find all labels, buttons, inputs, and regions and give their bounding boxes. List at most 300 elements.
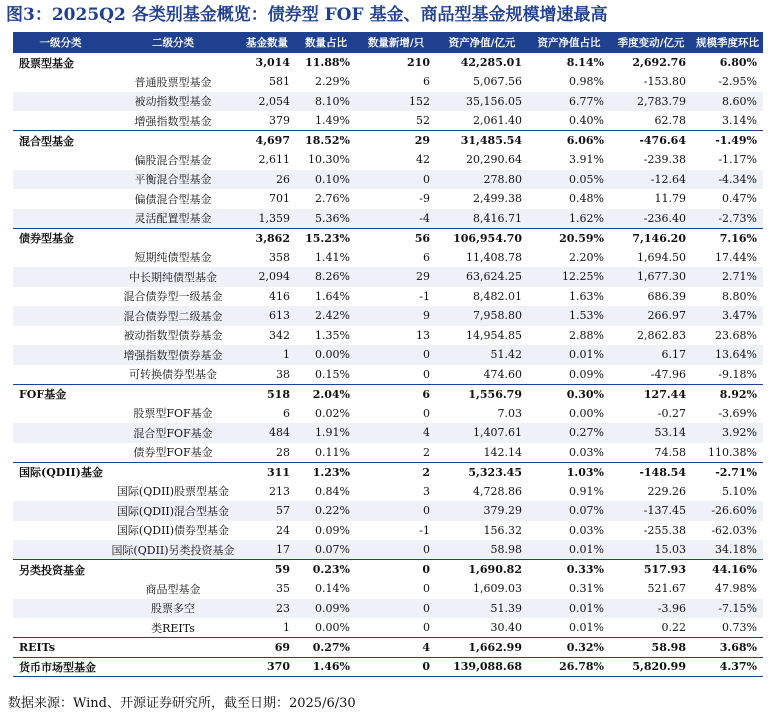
table-cell [13, 209, 108, 229]
subcategory-row [13, 306, 763, 326]
table-cell: 0.40% [569, 114, 604, 127]
subcategory-row [13, 209, 763, 229]
table-cell: 0.23% [296, 560, 356, 580]
table-cell: 0.14% [315, 582, 350, 596]
table-cell: 1,556.79 [436, 384, 528, 404]
table-cell: 29 [356, 267, 436, 287]
table-cell: 0.15% [315, 367, 350, 381]
table-cell [13, 72, 108, 92]
table-cell: 0.02% [315, 406, 350, 420]
table-cell [13, 92, 108, 112]
table-cell: REITs [13, 638, 108, 658]
table-cell: 11.79 [654, 192, 686, 206]
table-cell: 30.40 [490, 621, 522, 634]
category-row [13, 638, 763, 658]
table-cell: 17 [238, 540, 296, 560]
table-cell: 平衡混合型基金 [108, 170, 238, 190]
table-cell: 0.01% [528, 599, 610, 619]
table-cell: 1.53% [528, 306, 610, 326]
table-cell: 1,694.50 [637, 250, 686, 264]
table-cell: 2,862.83 [637, 328, 686, 342]
table-cell [13, 599, 108, 619]
column-header: 数量新增/只 [356, 32, 436, 53]
table-cell: 229.26 [647, 484, 686, 498]
table-cell: 0.10% [296, 170, 356, 190]
table-cell: 0.47% [722, 192, 757, 206]
table-cell: 5.10% [722, 484, 757, 498]
table-cell: 0.27% [528, 423, 610, 443]
table-cell: 28 [276, 445, 290, 459]
table-cell: 8.14% [528, 53, 610, 73]
table-cell: 6 [423, 75, 430, 89]
table-cell: 13 [416, 328, 430, 342]
table-cell: 379 [269, 114, 290, 127]
table-cell: 2.71% [692, 267, 763, 287]
table-cell: 0.91% [569, 484, 604, 498]
table-cell: 20,290.64 [466, 153, 522, 167]
table-cell: 0.00% [315, 621, 350, 634]
table-cell: 股票型基金 [13, 53, 108, 73]
table-cell: 2.29% [315, 75, 350, 89]
table-cell: 4,697 [238, 131, 296, 151]
table-cell: 2.04% [296, 384, 356, 404]
table-cell: 1 [283, 621, 290, 634]
table-cell: 0.03% [569, 523, 604, 537]
table-cell: 债券型基金 [13, 228, 108, 248]
table-cell: 国际(QDII)另类投资基金 [108, 540, 238, 560]
table-cell: 63,624.25 [436, 267, 528, 287]
table-cell: -4.34% [692, 170, 763, 190]
column-header: 二级分类 [108, 32, 238, 53]
table-cell: 普通股票型基金 [134, 75, 212, 89]
table-cell: 42 [416, 153, 430, 167]
table-cell: 518 [238, 384, 296, 404]
table-cell: 278.80 [436, 170, 528, 190]
subcategory-row [13, 170, 763, 190]
table-cell: 26.78% [528, 657, 610, 677]
table-cell: 7,146.20 [610, 228, 692, 248]
table-cell: 2.20% [569, 250, 604, 264]
subcategory-row [13, 482, 763, 502]
table-cell: 23 [238, 599, 296, 619]
table-cell: 被动指数型基金 [108, 92, 238, 112]
table-cell [13, 306, 108, 326]
column-header: 数量占比 [296, 32, 356, 53]
table-cell: 3,862 [238, 228, 296, 248]
table-cell: 51.42 [436, 345, 528, 365]
table-cell: 18.52% [296, 131, 356, 151]
table-cell: 110.38% [708, 445, 757, 459]
table-cell: 0.32% [528, 638, 610, 658]
table-cell: -137.45 [610, 501, 692, 521]
table-cell: 1.23% [296, 462, 356, 482]
table-cell: 3.47% [692, 306, 763, 326]
table-cell: 债券型FOF基金 [133, 446, 213, 459]
table-cell: 2 [423, 445, 430, 459]
table-cell: 56 [356, 228, 436, 248]
table-cell [13, 170, 108, 190]
table-cell: -2.95% [718, 75, 757, 89]
table-cell: 1 [238, 345, 296, 365]
table-cell [13, 423, 108, 443]
table-cell [108, 228, 238, 248]
table-cell [13, 111, 108, 131]
table-cell: -148.54 [610, 462, 692, 482]
table-cell: 62.78 [654, 114, 686, 127]
table-cell: 521.67 [647, 582, 686, 596]
table-cell: 0.31% [569, 582, 604, 596]
table-cell: 被动指数型债券基金 [123, 329, 223, 343]
table-cell: -2.73% [692, 209, 763, 229]
table-cell: 35,156.05 [436, 92, 528, 112]
table-cell: 0.84% [315, 484, 350, 498]
table-cell: 5,323.45 [436, 462, 528, 482]
table-cell: 10.30% [308, 153, 350, 167]
table-cell: 0.11% [315, 445, 350, 459]
data-source-note: 数据来源：Wind、开源证券研究所，截至日期：2025/6/30 [8, 696, 356, 711]
table-cell [13, 618, 108, 638]
table-cell: 混合债券型二级基金 [108, 306, 238, 326]
table-cell: 34.18% [692, 540, 763, 560]
table-cell: 58.98 [436, 540, 528, 560]
table-cell: 4 [356, 638, 436, 658]
table-cell: 2,054 [238, 92, 296, 112]
table-cell: 灵活配置型基金 [108, 209, 238, 229]
table-cell: 52 [416, 114, 430, 127]
subcategory-row [13, 92, 763, 112]
table-cell: 8.92% [692, 384, 763, 404]
table-cell: 17.44% [715, 250, 757, 264]
table-cell: 0 [356, 540, 436, 560]
table-cell: 213 [269, 484, 290, 498]
table-cell: -153.80 [643, 75, 686, 89]
table-cell: 国际(QDII)债券型基金 [116, 524, 230, 538]
table-cell: 139,088.68 [436, 657, 528, 677]
table-cell: 0.09% [296, 599, 356, 619]
subcategory-row [13, 443, 763, 463]
table-cell: 0.07% [296, 540, 356, 560]
table-cell: 3,014 [238, 53, 296, 73]
table-cell: 20.59% [528, 228, 610, 248]
subcategory-row [13, 267, 763, 287]
table-cell: -236.40 [610, 209, 692, 229]
table-cell: 74.58 [654, 445, 686, 459]
table-cell: -47.96 [650, 367, 686, 381]
table-cell: 3.91% [569, 153, 604, 167]
table-cell: 29 [356, 131, 436, 151]
table-cell: 416 [269, 289, 290, 303]
table-cell: 混合债券型一级基金 [123, 290, 223, 304]
table-cell: 类REITs [151, 621, 195, 635]
table-cell: 23.68% [715, 328, 757, 342]
table-cell: 152 [356, 92, 436, 112]
table-cell: 商品型基金 [145, 582, 201, 596]
table-cell: 613 [238, 306, 296, 326]
table-cell: 0.01% [528, 540, 610, 560]
table-cell [13, 267, 108, 287]
subcategory-row [13, 579, 763, 599]
table-cell: 货币市场型基金 [13, 657, 108, 677]
table-cell [13, 365, 108, 385]
table-header-row [13, 32, 763, 53]
subcategory-row [13, 111, 763, 131]
subcategory-row [13, 404, 763, 424]
table-cell: 0.09% [569, 367, 604, 381]
table-cell: 0.33% [528, 560, 610, 580]
table-cell: -7.15% [692, 599, 763, 619]
table-cell: 69 [238, 638, 296, 658]
table-cell: 0 [356, 501, 436, 521]
table-cell: 4.37% [692, 657, 763, 677]
table-cell: 1.41% [315, 250, 350, 264]
table-cell: -476.64 [610, 131, 692, 151]
table-cell: 342 [269, 328, 290, 342]
table-cell [13, 501, 108, 521]
table-cell: -62.03% [711, 523, 757, 537]
table-cell: 6.77% [528, 92, 610, 112]
table-cell: 581 [269, 75, 290, 89]
table-cell: 7.03 [497, 406, 522, 420]
table-cell: 8,416.71 [436, 209, 528, 229]
table-cell [13, 189, 108, 209]
table-cell: 11,408.78 [466, 250, 522, 264]
table-cell: -1 [419, 523, 430, 537]
subcategory-row [13, 287, 763, 307]
table-cell: 混合型基金 [13, 131, 108, 151]
subcategory-row [13, 150, 763, 170]
table-cell: 15.03 [610, 540, 692, 560]
table-cell: 混合型FOF基金 [108, 423, 238, 443]
table-cell: 0.05% [528, 170, 610, 190]
table-cell: 53.14 [610, 423, 692, 443]
table-cell: 0 [356, 599, 436, 619]
table-cell: 0 [423, 406, 430, 420]
table-cell: 31,485.54 [436, 131, 528, 151]
table-cell: 0 [356, 657, 436, 677]
table-cell: 5,820.99 [610, 657, 692, 677]
table-cell: 偏债混合型基金 [134, 192, 212, 206]
table-cell: 210 [356, 53, 436, 73]
subcategory-row [13, 501, 763, 521]
table-cell: 增强指数型基金 [134, 114, 212, 128]
table-cell [13, 287, 108, 307]
category-row [13, 657, 763, 677]
table-cell: 11.88% [296, 53, 356, 73]
table-cell: 0 [423, 582, 430, 596]
table-cell: 3 [423, 484, 430, 498]
table-cell: -2.71% [692, 462, 763, 482]
table-cell: 6.06% [528, 131, 610, 151]
table-cell: 另类投资基金 [13, 560, 108, 580]
table-cell: 0 [423, 621, 430, 634]
table-cell: 0.00% [296, 345, 356, 365]
subcategory-row [13, 540, 763, 560]
table-cell: 58.98 [610, 638, 692, 658]
table-cell: 2.76% [315, 192, 350, 206]
table-cell: 59 [238, 560, 296, 580]
table-cell: -239.38 [643, 153, 686, 167]
table-cell: 0.09% [315, 523, 350, 537]
table-cell: 47.98% [715, 582, 757, 596]
table-cell: 701 [269, 192, 290, 206]
table-cell: 1,690.82 [436, 560, 528, 580]
table-cell: 38 [276, 367, 290, 381]
fund-overview-table [13, 32, 763, 677]
subcategory-row [13, 326, 763, 346]
table-cell [108, 657, 238, 677]
table-cell: 1.35% [315, 328, 350, 342]
table-cell: 1,359 [238, 209, 296, 229]
table-cell: 3.68% [692, 638, 763, 658]
table-cell: 1.62% [528, 209, 610, 229]
table-cell [108, 53, 238, 73]
table-cell: 6 [283, 406, 290, 420]
table-cell: 156.32 [483, 523, 522, 537]
column-header: 规模季度环比 [692, 32, 763, 53]
table-cell: 2.42% [296, 306, 356, 326]
table-cell: 266.97 [610, 306, 692, 326]
subcategory-row [13, 72, 763, 92]
table-cell [13, 326, 108, 346]
category-row [13, 228, 763, 248]
table-cell: 379.29 [436, 501, 528, 521]
table-cell: 2.88% [569, 328, 604, 342]
table-cell: 12.25% [528, 267, 610, 287]
table-cell: 5,067.56 [473, 75, 522, 89]
column-header: 资产净值/亿元 [436, 32, 528, 53]
subcategory-row [13, 423, 763, 443]
table-cell [13, 579, 108, 599]
table-cell: 1.91% [296, 423, 356, 443]
category-row [13, 384, 763, 404]
table-cell: 44.16% [692, 560, 763, 580]
table-cell: 0.22 [661, 621, 686, 634]
table-cell: -1.17% [718, 153, 757, 167]
table-cell: 484 [238, 423, 296, 443]
table-cell: 0.48% [569, 192, 604, 206]
table-cell: 15.23% [296, 228, 356, 248]
table-cell: 股票多空 [108, 599, 238, 619]
table-cell: 增强指数型债券基金 [108, 345, 238, 365]
table-cell: 0.01% [528, 345, 610, 365]
table-cell: 35 [276, 582, 290, 596]
table-cell: 2,783.79 [610, 92, 692, 112]
column-header: 一级分类 [13, 32, 108, 53]
table-cell [13, 404, 108, 424]
table-cell: 14,954.85 [466, 328, 522, 342]
table-cell: 2,611 [258, 153, 290, 167]
table-cell: 1,662.99 [436, 638, 528, 658]
subcategory-row [13, 599, 763, 619]
subcategory-row [13, 365, 763, 385]
table-cell [13, 150, 108, 170]
table-cell: 1.49% [315, 114, 350, 127]
table-cell: -0.27 [657, 406, 686, 420]
category-row [13, 560, 763, 580]
table-cell: 可转换债券型基金 [129, 368, 217, 381]
category-row [13, 53, 763, 73]
subcategory-row [13, 248, 763, 268]
figure-title: 图3：2025Q2 各类别基金概览：债券型 FOF 基金、商品型基金规模增速最高 [6, 5, 608, 25]
table-cell: -9.18% [718, 367, 757, 381]
table-cell: 474.60 [483, 367, 522, 381]
table-cell: 1,609.03 [473, 582, 522, 596]
table-cell: 0 [356, 560, 436, 580]
table-cell: 311 [238, 462, 296, 482]
table-cell: 6 [356, 384, 436, 404]
table-cell [108, 638, 238, 658]
table-cell: 0.03% [569, 445, 604, 459]
table-cell: 0 [423, 367, 430, 381]
table-cell: 3.14% [722, 114, 757, 127]
table-cell: 8.60% [692, 92, 763, 112]
table-cell: 6 [423, 250, 430, 264]
table-cell: 686.39 [647, 289, 686, 303]
category-row [13, 131, 763, 151]
table-cell: 偏股混合型基金 [134, 153, 212, 167]
table-cell [108, 131, 238, 151]
table-cell: 142.14 [483, 445, 522, 459]
table-cell: 国际(QDII)基金 [13, 462, 108, 482]
table-cell: -12.64 [610, 170, 692, 190]
table-cell: 517.93 [610, 560, 692, 580]
table-cell: 9 [356, 306, 436, 326]
table-cell: 0.00% [569, 406, 604, 420]
table-cell: 0.73% [722, 621, 757, 634]
table-cell [13, 521, 108, 541]
table-cell: -9 [419, 192, 430, 206]
table-cell: 股票型FOF基金 [133, 407, 213, 421]
subcategory-row [13, 618, 763, 638]
table-cell: 1.03% [528, 462, 610, 482]
table-cell: 57 [238, 501, 296, 521]
table-cell: 42,285.01 [436, 53, 528, 73]
table-cell: 358 [269, 250, 290, 264]
table-cell: 6.80% [692, 53, 763, 73]
table-cell: 106,954.70 [436, 228, 528, 248]
table-cell: 5.36% [296, 209, 356, 229]
table-cell: 0.98% [569, 75, 604, 89]
table-cell: -255.38 [643, 523, 686, 537]
table-cell: 6.17 [610, 345, 692, 365]
table-cell: 24 [276, 523, 290, 537]
table-cell: 1,677.30 [610, 267, 692, 287]
table-cell: 1.64% [315, 289, 350, 303]
table-cell [13, 482, 108, 502]
table-cell: 7.16% [692, 228, 763, 248]
subcategory-row [13, 189, 763, 209]
table-cell: 2,499.38 [473, 192, 522, 206]
table-cell: 国际(QDII)混合型基金 [108, 501, 238, 521]
column-header: 资产净值占比 [528, 32, 610, 53]
table-cell: 3.92% [692, 423, 763, 443]
table-cell: 51.39 [436, 599, 528, 619]
table-cell: 0 [356, 170, 436, 190]
table-cell: 8.26% [296, 267, 356, 287]
table-body [13, 53, 763, 677]
subcategory-row [13, 521, 763, 541]
table-cell: -4 [356, 209, 436, 229]
table-cell: 1.46% [296, 657, 356, 677]
table-cell: 8.10% [296, 92, 356, 112]
table-cell: 国际(QDII)股票型基金 [116, 485, 230, 499]
table-cell: -1 [419, 289, 430, 303]
table-cell [108, 384, 238, 404]
table-cell [13, 540, 108, 560]
column-header: 季度变动/亿元 [610, 32, 692, 53]
table-cell: FOF基金 [13, 384, 108, 404]
table-cell [13, 248, 108, 268]
